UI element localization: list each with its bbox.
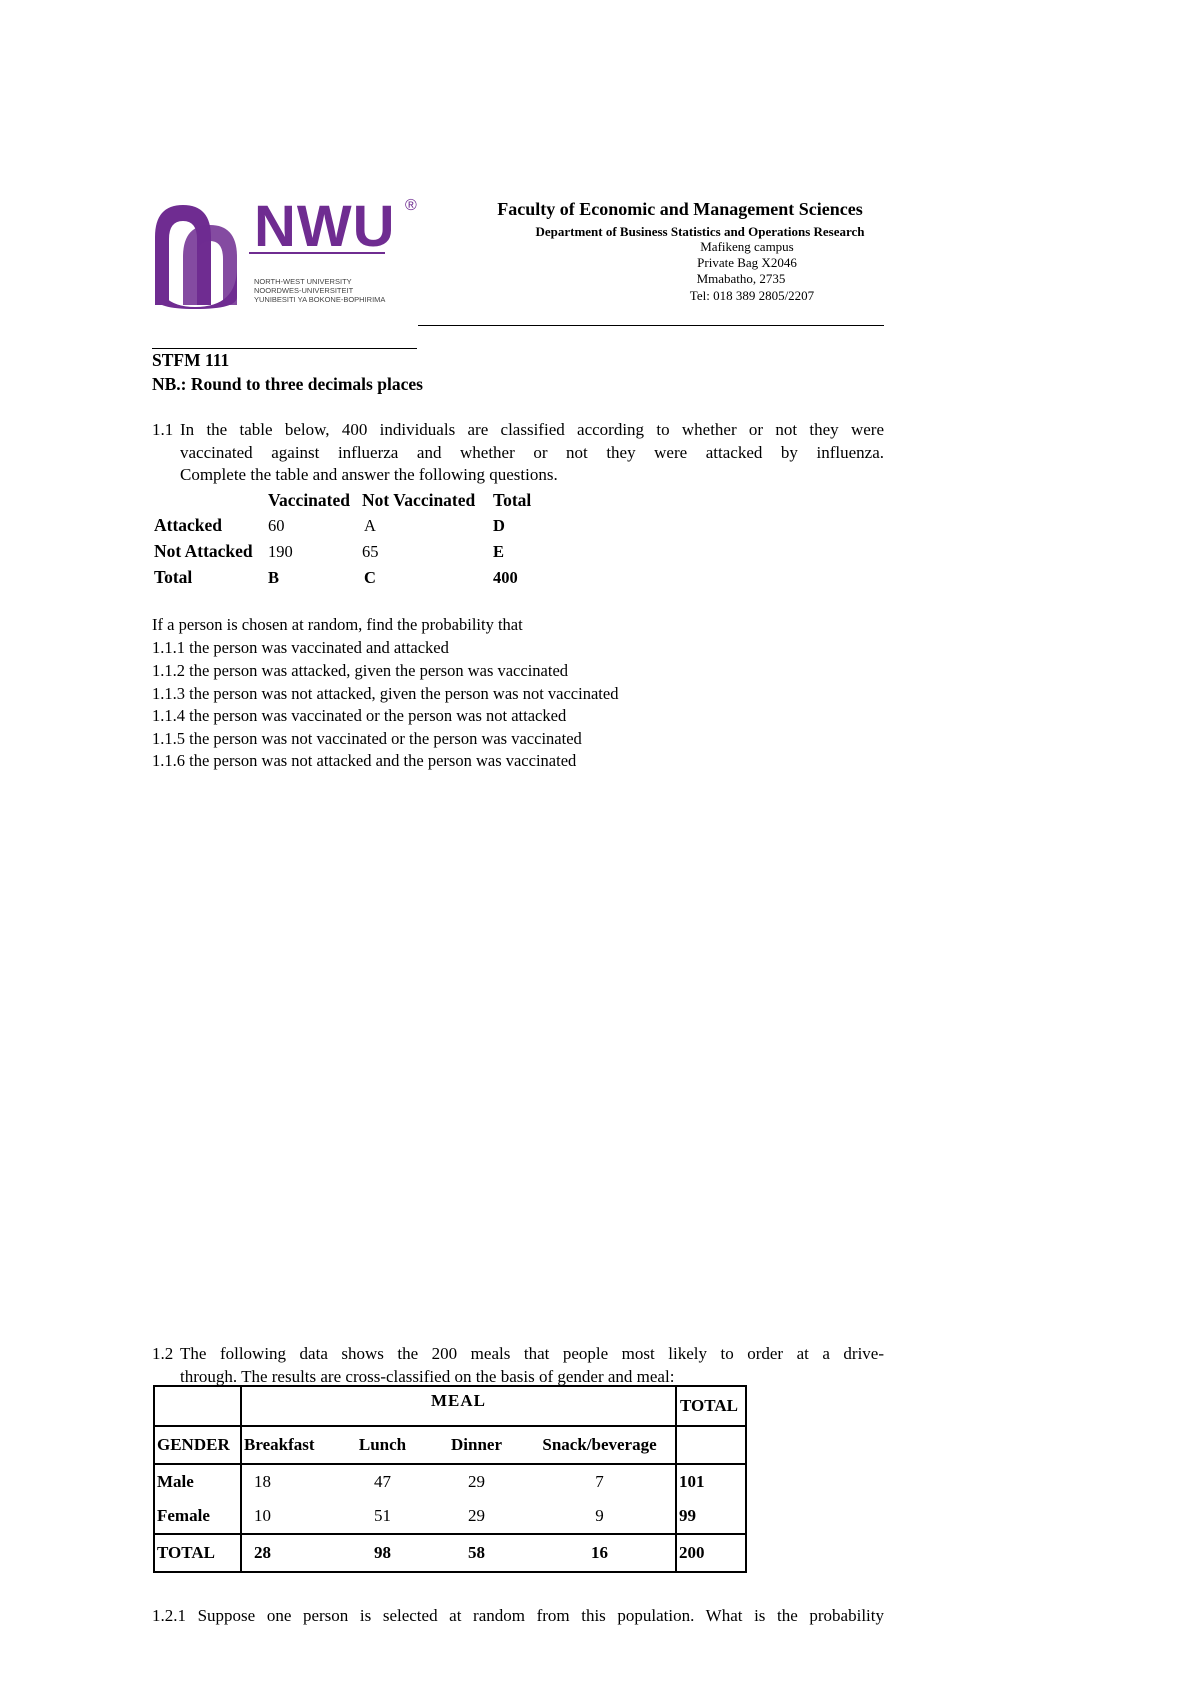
column-header-dinner: Dinner [429,1426,524,1464]
row-label-not-attacked: Not Attacked [154,541,253,561]
cell-value: D [493,516,505,535]
cell-value: A [364,516,376,535]
row-label-male: Male [154,1464,241,1499]
cell-value: 47 [374,1472,391,1491]
cell-value: 65 [362,542,379,561]
header-divider [418,325,884,326]
meal-header: MEAL [241,1386,676,1426]
row-label-female: Female [154,1499,241,1534]
cell-value: 400 [493,568,518,587]
meal-gender-table [153,1385,747,1573]
logo-brand: NWU [254,194,396,259]
nwu-logo [153,194,418,312]
column-header-breakfast: Breakfast [241,1426,336,1464]
cell-value: 29 [468,1506,485,1525]
cell-value: 28 [241,1534,336,1572]
table-header-not-vaccinated: Not Vaccinated [362,490,476,510]
sub-question-1-1-2: 1.1.2 the person was attacked, given the person was vaccinated [152,661,569,680]
town-address: Mmabatho, 2735 [696,271,786,286]
question-1-1: 1.1 In the table below, 400 individuals are classified according to whether or not they were vaccinated against influerza and whether or not they were attacked by influenza. Complete the table and answer the following questions. [152,420,884,484]
table-header-total: Total [493,490,532,510]
row-total: 101 [676,1464,746,1499]
logo-subtitle: NORTH-WEST UNIVERSITY NOORDWES-UNIVERSITEIT YUNIBESITI YA BOKONE-BOPHIRIMA [254,277,386,304]
row-label-attacked: Attacked [154,515,223,535]
probability-intro: If a person is chosen at random, find the probability that [152,615,523,634]
question-1-2-first-line: 1.2 The following data shows the 200 meals that people most likely to order at a drive- [152,1343,884,1366]
course-code: STFM 111 [152,350,230,370]
cell-value: 7 [595,1472,604,1491]
question-1-2: 1.2 The following data shows the 200 meals that people most likely to order at a drive- through. The results are cross-classified on the basis of gender and meal: [152,1344,884,1386]
question-number: 1.1 [152,420,174,439]
cell-value: C [364,568,376,587]
cell-value: B [268,568,280,587]
cell-value: 16 [524,1534,676,1572]
postal-address: Private Bag X2046 [697,255,797,270]
cell-value: 58 [429,1534,524,1572]
cell-value: 51 [374,1506,391,1525]
table-header-vaccinated: Vaccinated [268,490,350,510]
sub-question-1-2-1: 1.2.1 Suppose one person is selected at random from this population. What is the probability [152,1606,884,1625]
question-number: 1.2 [152,1344,174,1363]
cell-value: 10 [241,1499,336,1534]
grand-total: 200 [676,1534,746,1572]
cell-value: 98 [336,1534,429,1572]
sub-question-1-1-4: 1.1.4 the person was vaccinated or the person was not attacked [152,706,567,725]
campus-name: Mafikeng campus [700,239,794,254]
sub-question-1-1-1: 1.1.1 the person was vaccinated and attacked [152,638,449,657]
gender-header: GENDER [154,1426,241,1464]
logo-registered-mark: ® [405,197,417,214]
rounding-note: NB.: Round to three decimals places [152,374,423,394]
question-1-1-first-line: 1.1 In the table below, 400 individuals are classified according to whether or not they were [152,419,884,442]
column-header-snack: Snack/beverage [524,1426,676,1464]
cell-value: 9 [595,1506,604,1525]
telephone: Tel: 018 389 2805/2207 [689,288,815,303]
row-label-total: Total [154,567,193,587]
cell-value: E [493,542,505,561]
cell-value: 60 [268,516,285,535]
course-divider [152,348,417,349]
total-header: TOTAL [676,1386,746,1426]
cell-value: 29 [468,1472,485,1491]
sub-question-1-1-3: 1.1.3 the person was not attacked, given the person was not vaccinated [152,684,619,703]
sub-question-1-1-5: 1.1.5 the person was not vaccinated or the person was vaccinated [152,729,582,748]
faculty-title: Faculty of Economic and Management Sciences [497,199,863,219]
sub-question-1-1-6: 1.1.6 the person was not attacked and the person was vaccinated [152,751,577,770]
cell-value: 18 [241,1464,336,1499]
column-header-lunch: Lunch [336,1426,429,1464]
row-label-total: TOTAL [154,1534,241,1572]
department-name: Department of Business Statistics and Operations Research [535,224,865,239]
cell-value: 190 [268,542,293,561]
row-total: 99 [676,1499,746,1534]
